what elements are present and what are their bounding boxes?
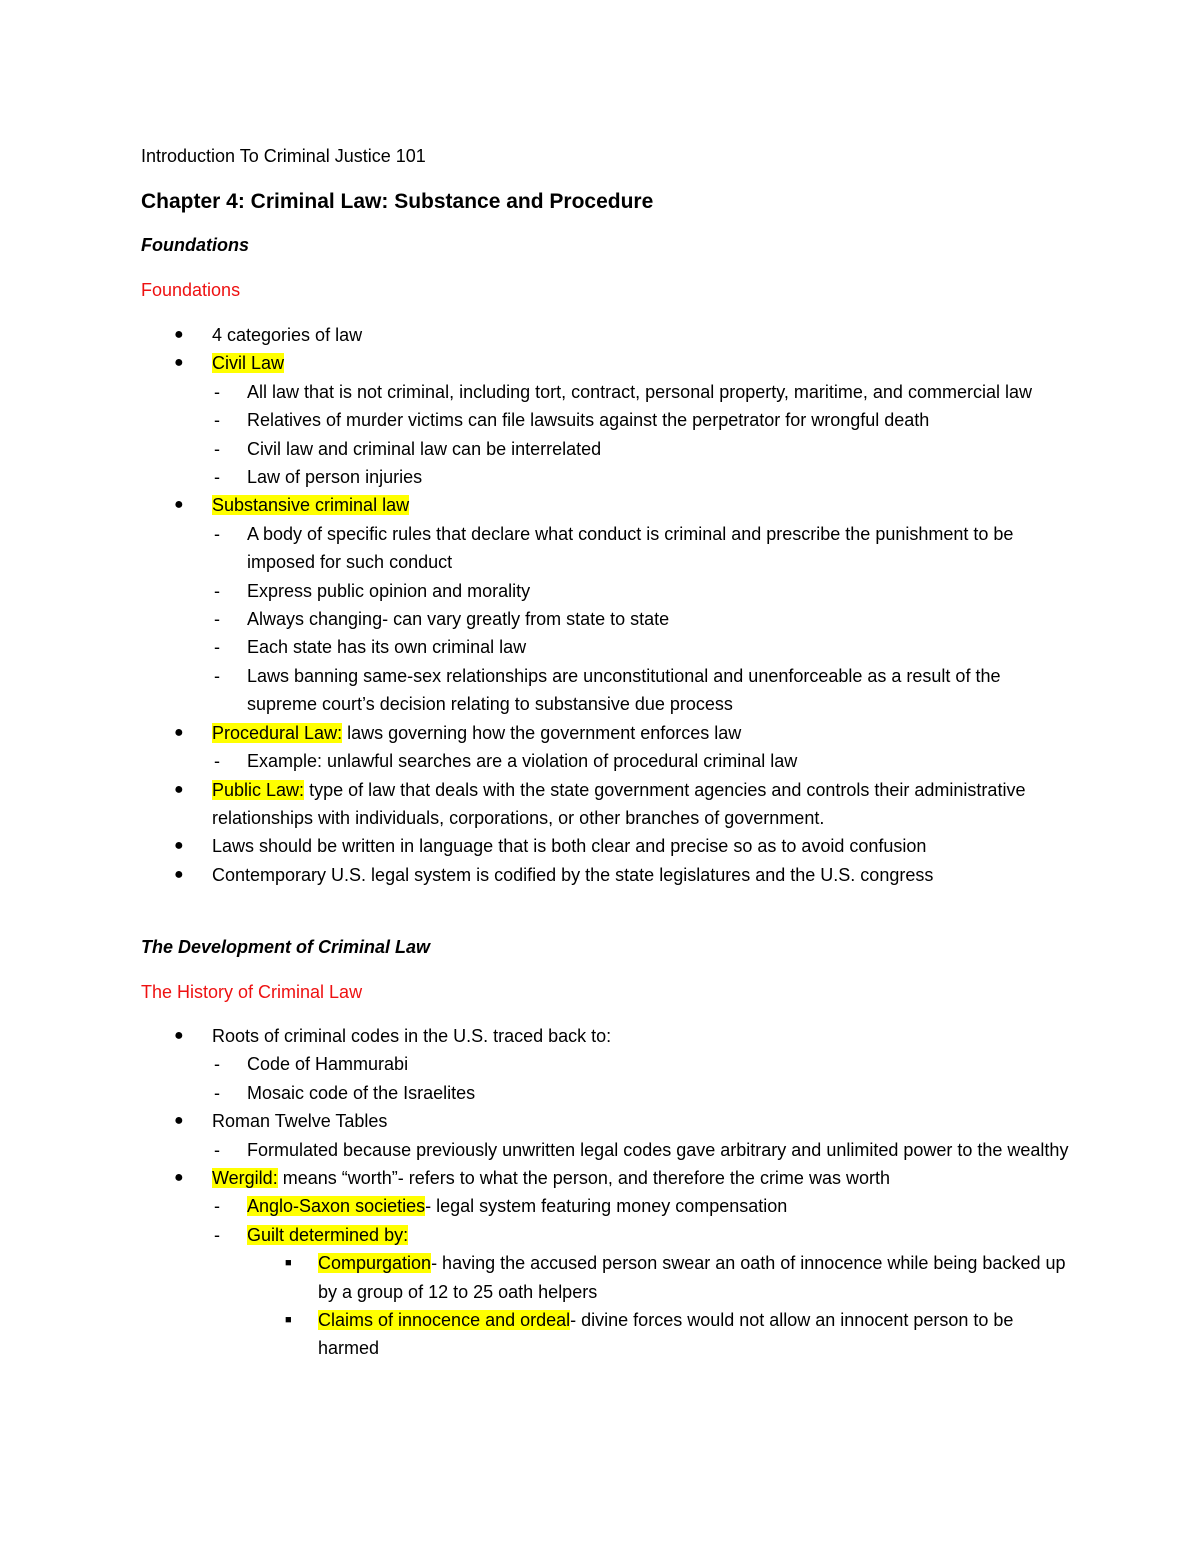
list-item: ● Procedural Law: laws governing how the government enforces law - Example: unlawful searches are a violation of procedural criminal law: [141, 719, 1071, 776]
subheading-history: The History of Criminal Law: [141, 982, 363, 1002]
highlighted-term: Procedural Law:: [212, 722, 343, 743]
dash-icon: -: [214, 523, 220, 544]
sub-sub-list-item: ■ Claims of innocence and ordeal- divine forces would not allow an innocent person to be harmed: [247, 1306, 1071, 1363]
dash-icon: -: [214, 751, 220, 772]
sub-list-item: - A body of specific rules that declare what conduct is criminal and prescribe the punishment to be imposed for such conduct: [212, 520, 1071, 577]
sub-list-item: - Law of person injuries: [212, 463, 1071, 491]
highlighted-term: Guilt determined by:: [247, 1224, 409, 1245]
sub-list-item: - Express public opinion and morality: [212, 577, 1071, 605]
list-item: ● Public Law: type of law that deals with the state government agencies and controls their administrative relationships with individuals, corporations, or other branches of government.: [141, 776, 1071, 833]
highlighted-term: Wergild:: [212, 1168, 278, 1189]
sub-list-item: - Formulated because previously unwritten legal codes gave arbitrary and unlimited power to the wealthy: [212, 1136, 1071, 1164]
list-item: ● Wergild: means “worth”- refers to what the person, and therefore the crime was worth - Anglo-Saxon societies- legal system featuring money compensation - Guilt determined by: ■ Compurgation- having the accused person swear an oath of innocence while being backed up by a group of 12 to 25 oath helpers ■ Claims of innocence and ordeal- divine forces would not allow an innocent person to be harmed: [141, 1164, 1071, 1363]
bullet-icon: ●: [174, 496, 184, 514]
list-item: ● Roman Twelve Tables - Formulated because previously unwritten legal codes gave arbitrary and unlimited power to the wealthy: [141, 1107, 1071, 1164]
dash-icon: -: [214, 1082, 220, 1103]
highlighted-term: Substansive criminal law: [212, 495, 410, 516]
list-item: [141, 349, 1071, 491]
dash-icon: -: [214, 609, 220, 630]
sub-list-item: - Always changing- can vary greatly from state to state: [212, 605, 1071, 633]
chapter-title: Chapter 4: Criminal Law: Substance and Procedure: [141, 190, 654, 213]
square-bullet-icon: ■: [285, 1257, 292, 1270]
highlighted-term: Civil Law: [212, 353, 285, 374]
subheading-foundations: Foundations: [141, 280, 241, 300]
sub-list-item: - All law that is not criminal, including tort, contract, personal property, maritime, and commercial law: [212, 378, 1071, 406]
sub-list-item: - Each state has its own criminal law: [212, 633, 1071, 661]
sub-list-item: [212, 1221, 1071, 1363]
highlighted-term: Claims of innocence and ordeal: [318, 1310, 571, 1331]
dash-icon: -: [214, 381, 220, 402]
dash-icon: -: [214, 580, 220, 601]
dash-icon: -: [214, 1196, 220, 1217]
list-item: ● Laws should be written in language that is both clear and precise so as to avoid confusion: [141, 832, 1071, 860]
dash-icon: -: [214, 410, 220, 431]
sub-list-item: - Civil law and criminal law can be interrelated: [212, 435, 1071, 463]
sub-list-item: - Anglo-Saxon societies- legal system featuring money compensation: [212, 1192, 1071, 1220]
sub-list-item: - Code of Hammurabi: [212, 1050, 1071, 1078]
bullet-icon: ●: [174, 326, 184, 343]
list-item: ● 4 categories of law: [141, 321, 1071, 349]
dash-icon: -: [214, 438, 220, 459]
highlighted-term: Compurgation: [318, 1253, 432, 1274]
bullet-icon: ●: [174, 1112, 184, 1130]
highlighted-term: Anglo-Saxon societies: [247, 1196, 426, 1217]
list-item: ● Roots of criminal codes in the U.S. traced back to: - Code of Hammurabi - Mosaic code of the Israelites: [141, 1022, 1071, 1107]
sub-list-item: - Relatives of murder victims can file lawsuits against the perpetrator for wrongful death: [212, 406, 1071, 434]
bullet-icon: ●: [174, 1027, 184, 1044]
highlighted-term: Public Law:: [212, 779, 305, 800]
list-item: [141, 491, 1071, 718]
bullet-icon: ●: [174, 865, 184, 883]
dash-icon: -: [214, 1224, 220, 1245]
dash-icon: -: [214, 1054, 220, 1075]
sub-list-item: - Example: unlawful searches are a violation of procedural criminal law: [212, 747, 1071, 775]
dash-icon: -: [214, 665, 220, 686]
sub-list-item: - Mosaic code of the Israelites: [212, 1079, 1071, 1107]
history-list: [141, 1022, 1071, 1363]
square-bullet-icon: ■: [285, 1314, 292, 1327]
bullet-icon: ●: [174, 723, 184, 741]
dash-icon: -: [214, 637, 220, 658]
dash-icon: -: [214, 467, 220, 488]
course-title: Introduction To Criminal Justice 101: [141, 146, 426, 166]
bullet-icon: ●: [174, 837, 184, 855]
bullet-icon: ●: [174, 1169, 184, 1187]
bullet-icon: ●: [174, 354, 184, 372]
bullet-icon: ●: [174, 780, 184, 798]
sub-sub-list-item: ■ Compurgation- having the accused person swear an oath of innocence while being backed up by a group of 12 to 25 oath helpers: [247, 1249, 1071, 1306]
sub-list-item: - Laws banning same-sex relationships are unconstitutional and unenforceable as a result of the supreme court’s decision relating to substansive due process: [212, 662, 1071, 719]
foundations-list: [141, 321, 1071, 889]
list-item: ● Contemporary U.S. legal system is codified by the state legislatures and the U.S. congress: [141, 861, 1071, 889]
dash-icon: -: [214, 1139, 220, 1160]
section-heading-foundations: Foundations: [141, 235, 249, 255]
section-heading-development: The Development of Criminal Law: [141, 937, 431, 957]
